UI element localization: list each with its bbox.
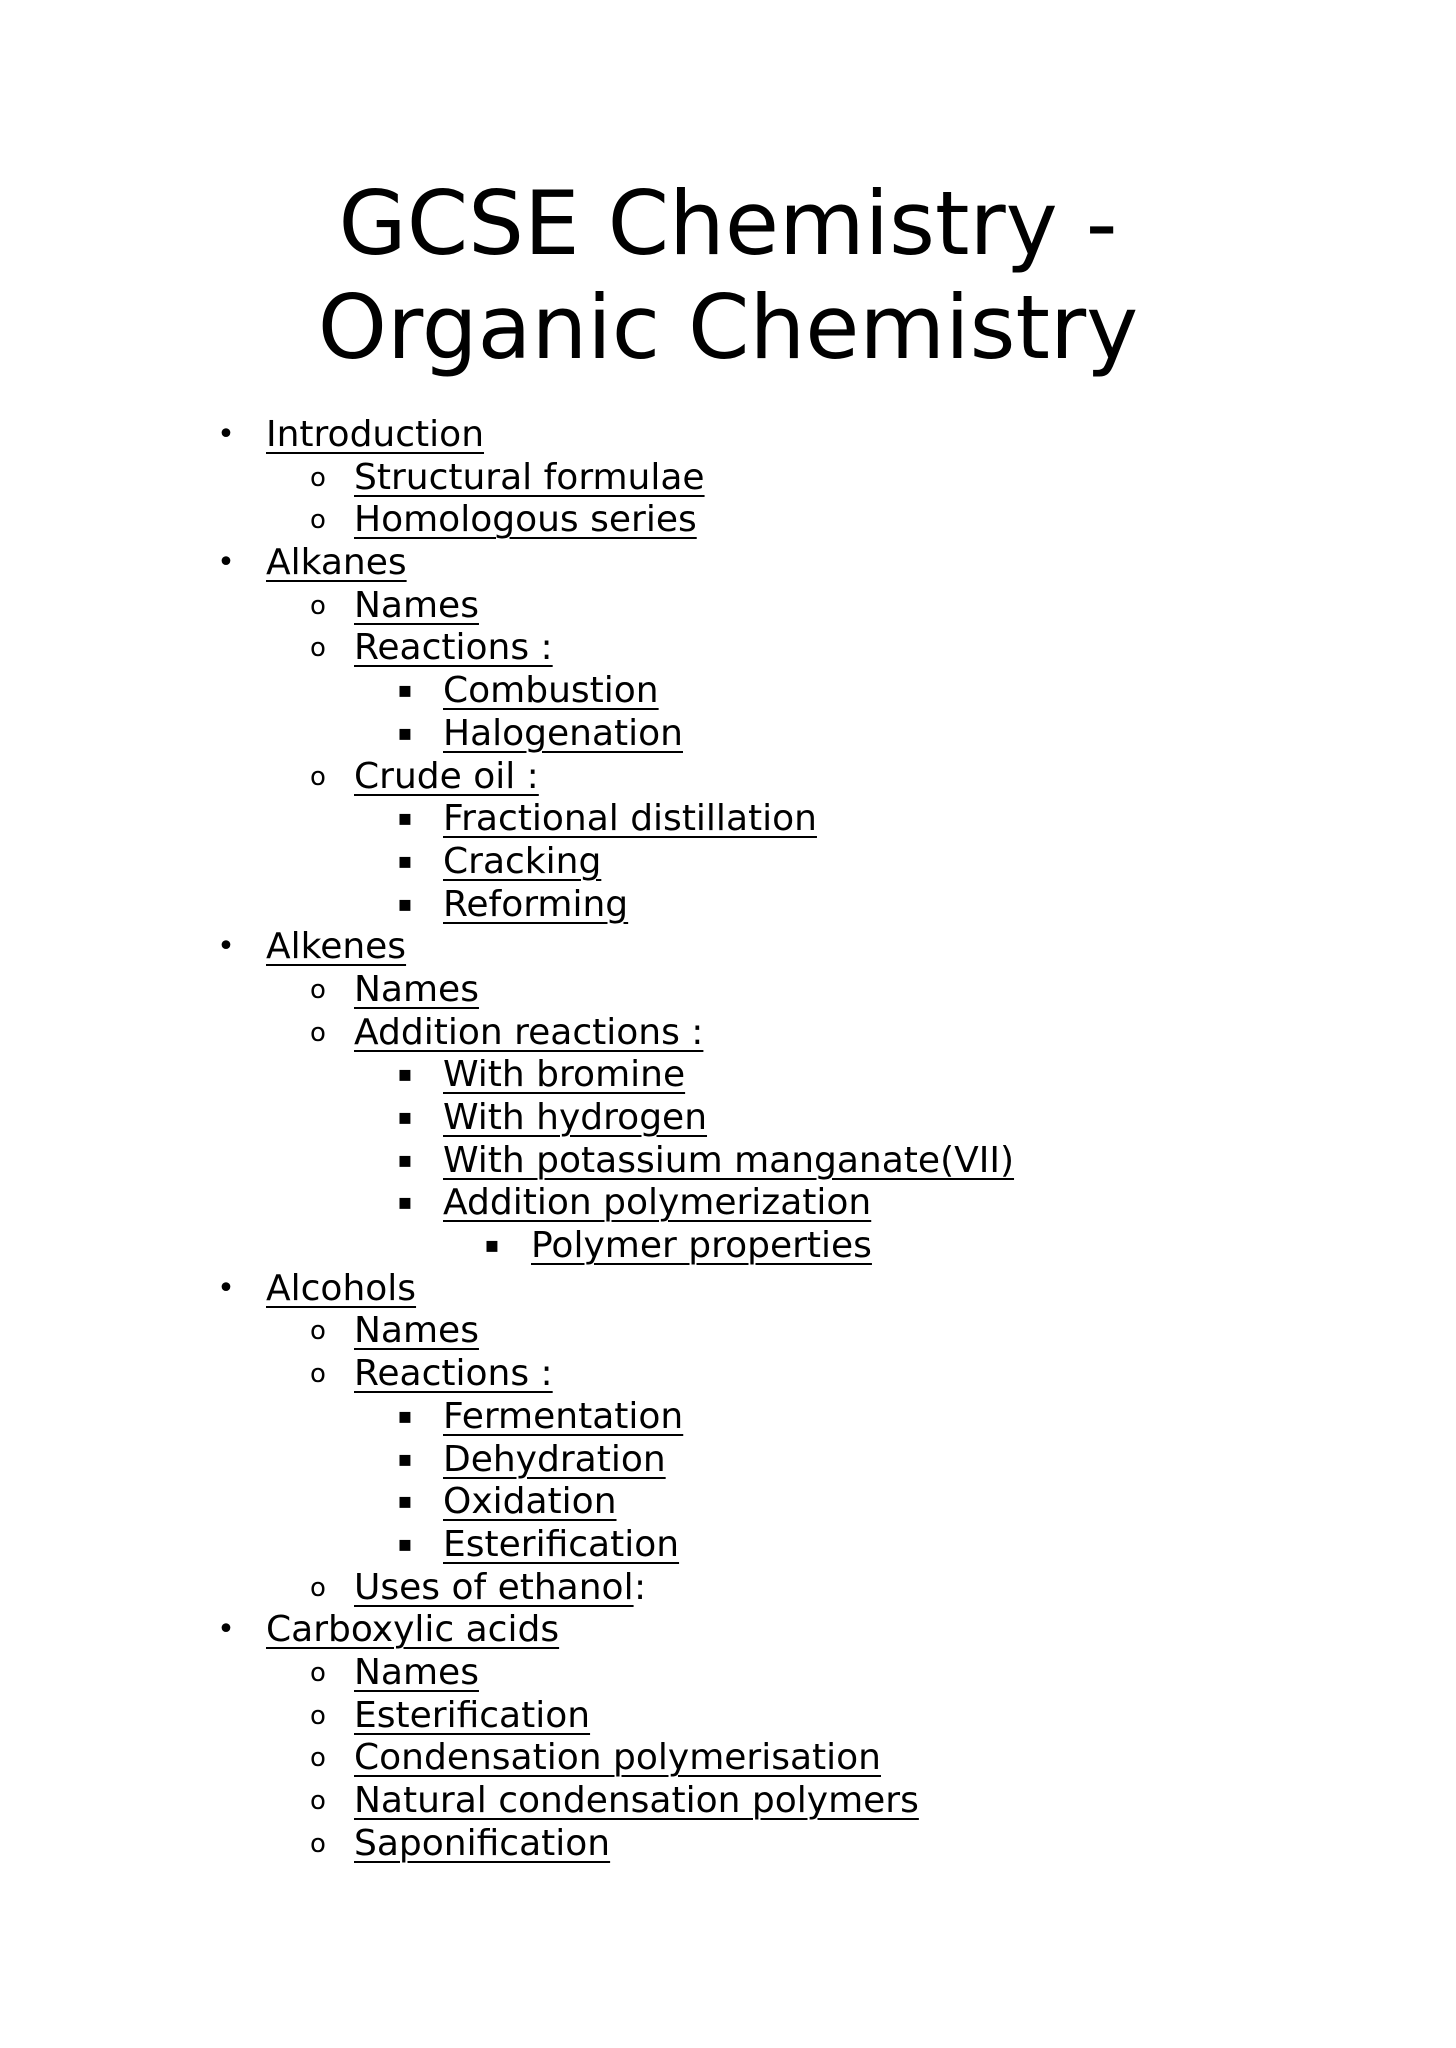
toc-link[interactable]: Natural condensation polymers bbox=[354, 1780, 919, 1821]
square-bullet-icon: ▪ bbox=[397, 891, 413, 917]
toc-link[interactable]: Esterification bbox=[443, 1523, 680, 1565]
toc-item bbox=[0, 1737, 1456, 1780]
toc-item bbox=[0, 798, 1456, 841]
toc-link[interactable]: Addition reactions : bbox=[354, 1011, 704, 1053]
toc-item bbox=[0, 1182, 1456, 1225]
circle-bullet-icon: o bbox=[310, 1828, 326, 1859]
toc-link[interactable]: Cracking bbox=[443, 840, 602, 882]
toc-link[interactable]: With bromine bbox=[443, 1054, 686, 1096]
toc-item bbox=[0, 1225, 1456, 1268]
toc-item bbox=[0, 1353, 1456, 1396]
toc-link[interactable]: Saponification bbox=[354, 1822, 611, 1864]
toc-link[interactable]: Names bbox=[354, 584, 479, 626]
toc-link[interactable]: Fermentation bbox=[443, 1395, 684, 1437]
toc-link[interactable]: Fractional distillation bbox=[443, 798, 817, 840]
title-line-1: GCSE Chemistry - bbox=[338, 172, 1118, 275]
toc-link[interactable]: Names bbox=[354, 1310, 479, 1352]
toc-item bbox=[0, 670, 1456, 713]
toc-item bbox=[0, 499, 1456, 542]
circle-bullet-icon: o bbox=[310, 1359, 326, 1390]
square-bullet-icon: ▪ bbox=[397, 720, 413, 746]
square-bullet-icon: ▪ bbox=[397, 1403, 413, 1429]
document-title bbox=[0, 172, 1456, 380]
disc-bullet-icon: • bbox=[217, 417, 235, 452]
toc-item bbox=[0, 1140, 1456, 1183]
circle-bullet-icon: o bbox=[310, 633, 326, 664]
circle-bullet-icon: o bbox=[310, 505, 326, 536]
toc-item bbox=[0, 1609, 1456, 1652]
toc-link[interactable]: Homologous series bbox=[354, 499, 697, 541]
circle-bullet-icon: o bbox=[310, 1657, 326, 1688]
toc-item bbox=[0, 627, 1456, 670]
toc-link[interactable]: Addition polymerization bbox=[443, 1182, 872, 1224]
table-of-contents bbox=[0, 414, 1456, 1865]
toc-link[interactable]: Crude oil : bbox=[354, 755, 539, 797]
toc-link[interactable]: Carboxylic acids bbox=[266, 1609, 560, 1651]
toc-link[interactable]: Reactions : bbox=[354, 627, 553, 669]
toc-link[interactable]: Polymer properties bbox=[531, 1225, 872, 1267]
toc-item bbox=[0, 542, 1456, 585]
disc-bullet-icon: • bbox=[217, 1270, 235, 1306]
circle-bullet-icon: o bbox=[310, 1700, 326, 1731]
toc-link[interactable]: Dehydration bbox=[443, 1438, 666, 1480]
circle-bullet-icon: o bbox=[310, 1316, 326, 1347]
toc-link[interactable]: Uses of ethanol bbox=[354, 1566, 634, 1608]
toc-link[interactable]: Reactions : bbox=[354, 1353, 553, 1395]
circle-bullet-icon: o bbox=[310, 1743, 326, 1774]
square-bullet-icon: ▪ bbox=[397, 1446, 413, 1472]
toc-item bbox=[0, 1652, 1456, 1695]
toc-item bbox=[0, 1695, 1456, 1738]
circle-bullet-icon: o bbox=[310, 974, 326, 1005]
square-bullet-icon: ▪ bbox=[397, 678, 413, 704]
toc-link[interactable]: Alkenes bbox=[266, 926, 407, 968]
square-bullet-icon: ▪ bbox=[397, 806, 413, 832]
circle-bullet-icon: o bbox=[310, 1786, 326, 1816]
toc-item bbox=[0, 1481, 1456, 1524]
toc-link[interactable]: Oxidation bbox=[443, 1481, 617, 1523]
toc-item bbox=[0, 884, 1456, 927]
disc-bullet-icon: • bbox=[217, 545, 235, 581]
toc-link[interactable]: Combustion bbox=[443, 670, 659, 712]
toc-item bbox=[0, 585, 1456, 628]
toc-item bbox=[0, 1097, 1456, 1140]
toc-link-suffix: : bbox=[634, 1566, 647, 1608]
toc-link[interactable]: Halogenation bbox=[443, 712, 683, 754]
square-bullet-icon: ▪ bbox=[397, 1105, 413, 1130]
toc-item bbox=[0, 1310, 1456, 1353]
toc-link[interactable]: Condensation polymerisation bbox=[354, 1737, 881, 1779]
toc-item bbox=[0, 1054, 1456, 1097]
disc-bullet-icon: • bbox=[217, 1612, 235, 1648]
circle-bullet-icon: o bbox=[310, 462, 326, 493]
toc-item bbox=[0, 1524, 1456, 1567]
square-bullet-icon: ▪ bbox=[397, 1190, 413, 1216]
toc-item bbox=[0, 1823, 1456, 1866]
square-bullet-icon: ▪ bbox=[397, 1147, 413, 1173]
toc-item bbox=[0, 1439, 1456, 1482]
circle-bullet-icon: o bbox=[310, 1017, 326, 1048]
square-bullet-icon: ▪ bbox=[397, 848, 413, 874]
toc-link[interactable]: Reforming bbox=[443, 883, 629, 925]
square-bullet-icon: ▪ bbox=[397, 1531, 413, 1557]
circle-bullet-icon: o bbox=[310, 1572, 326, 1603]
circle-bullet-icon: o bbox=[310, 590, 326, 621]
toc-item bbox=[0, 1780, 1456, 1823]
toc-link[interactable]: Names bbox=[354, 968, 479, 1010]
toc-item bbox=[0, 1567, 1456, 1610]
toc-link[interactable]: With potassium manganate(VII) bbox=[443, 1139, 1015, 1181]
toc-item bbox=[0, 457, 1456, 500]
toc-link[interactable]: Structural formulae bbox=[354, 456, 705, 498]
square-bullet-icon: ▪ bbox=[397, 1489, 413, 1515]
toc-link[interactable]: Introduction bbox=[266, 414, 485, 455]
circle-bullet-icon: o bbox=[310, 761, 326, 792]
toc-item bbox=[0, 414, 1456, 457]
title-line-2: Organic Chemistry bbox=[317, 276, 1139, 379]
toc-link[interactable]: Names bbox=[354, 1651, 479, 1693]
toc-link[interactable]: Alcohols bbox=[266, 1267, 417, 1309]
toc-item bbox=[0, 926, 1456, 969]
square-bullet-icon: ▪ bbox=[397, 1062, 413, 1088]
toc-item bbox=[0, 969, 1456, 1012]
toc-link[interactable]: With hydrogen bbox=[443, 1097, 708, 1138]
disc-bullet-icon: • bbox=[217, 929, 235, 965]
toc-item bbox=[0, 713, 1456, 756]
toc-item bbox=[0, 841, 1456, 884]
toc-link[interactable]: Esterification bbox=[354, 1694, 591, 1736]
square-bullet-icon: ▪ bbox=[484, 1233, 500, 1259]
toc-link[interactable]: Alkanes bbox=[266, 542, 407, 584]
toc-item bbox=[0, 756, 1456, 799]
toc-item bbox=[0, 1396, 1456, 1439]
toc-item bbox=[0, 1268, 1456, 1311]
toc-item bbox=[0, 1012, 1456, 1055]
